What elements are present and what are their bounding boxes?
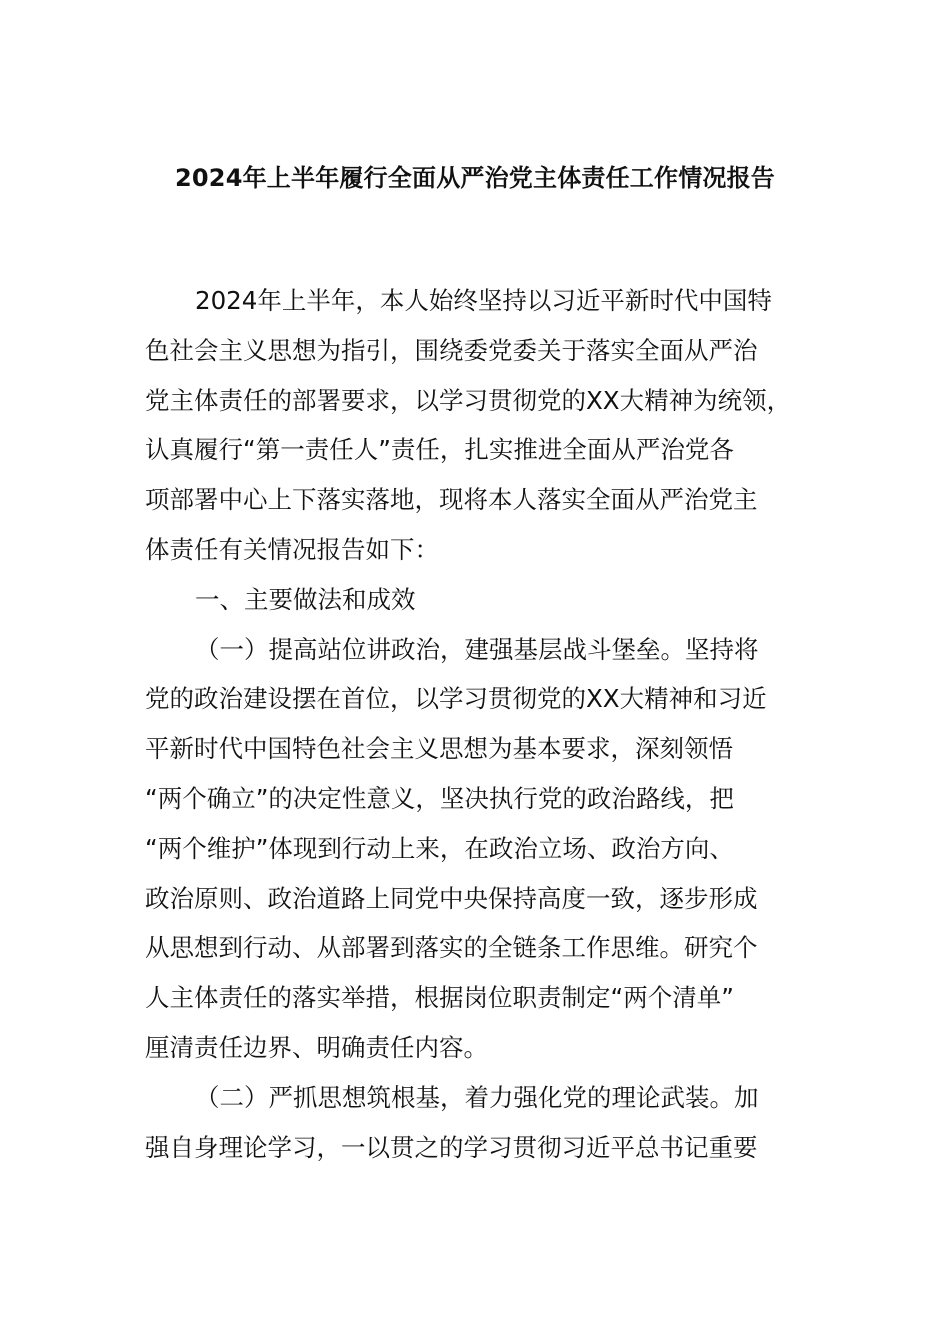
body-line: （一）提高站位讲政治，建强基层战斗堡垒。坚持将 [195, 634, 759, 664]
body-line: 厘清责任边界、明确责任内容。 [145, 1032, 488, 1062]
body-line: 平新时代中国特色社会主义思想为基本要求，深刻领悟 [145, 734, 733, 764]
body-line: 人主体责任的落实举措，根据岗位职责制定“两个清单” [145, 983, 734, 1013]
body-line: 色社会主义思想为指引，围绕委党委关于落实全面从严治 [145, 335, 758, 365]
body-line: 党主体责任的部署要求，以学习贯彻党的XX大精神为统领， [145, 385, 792, 415]
body-line: 体责任有关情况报告如下： [145, 534, 439, 564]
body-line: 政治原则、政治道路上同党中央保持高度一致，逐步形成 [145, 883, 758, 913]
body-line: 认真履行“第一责任人”责任，扎实推进全面从严治党各 [145, 435, 734, 465]
body-line: 项部署中心上下落实落地，现将本人落实全面从严治党主 [145, 485, 758, 515]
body-line: 强自身理论学习，一以贯之的学习贯彻习近平总书记重要 [145, 1132, 758, 1162]
body-line: 党的政治建设摆在首位，以学习贯彻党的XX大精神和习近 [145, 684, 767, 714]
document-title: 2024年上半年履行全面从严治党主体责任工作情况报告 [175, 164, 775, 192]
body-line: 从思想到行动、从部署到落实的全链条工作思维。研究个 [145, 933, 758, 963]
body-line: “两个维护”体现到行动上来，在政治立场、政治方向、 [145, 833, 734, 863]
body-line: （二）严抓思想筑根基，着力强化党的理论武装。加 [195, 1082, 759, 1112]
body-line: 2024年上半年，本人始终坚持以习近平新时代中国特 [195, 286, 772, 315]
body-line: “两个确立”的决定性意义，坚决执行党的政治路线，把 [145, 783, 734, 813]
section-heading: 一、主要做法和成效 [195, 584, 416, 614]
document-body [145, 281, 835, 1177]
